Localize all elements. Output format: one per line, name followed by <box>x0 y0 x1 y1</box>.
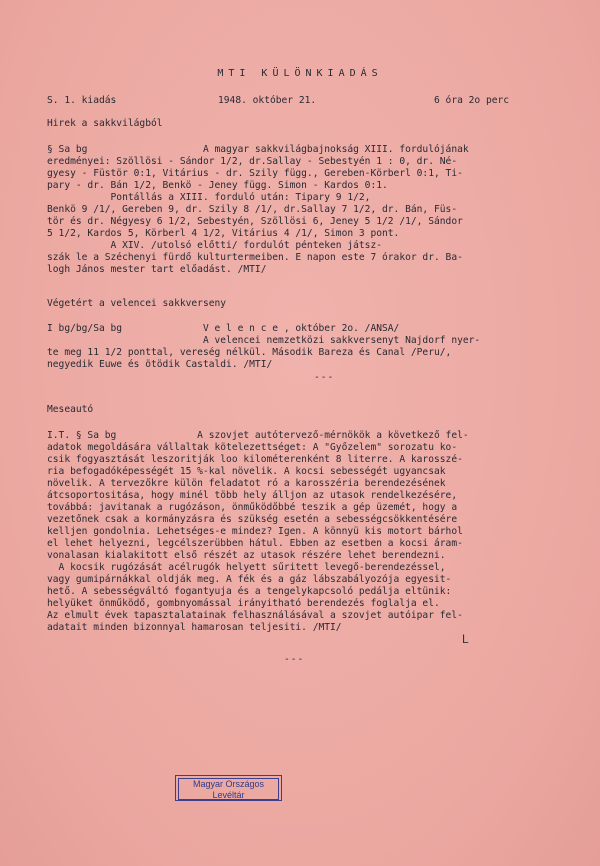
text-line: A velencei nemzetközi sakkversenyt Najdorf nyer- <box>47 335 481 346</box>
text-line: tör és dr. Négyesy 6 1/2, Sebestyén, Szöllösi 6, Jeney 5 1/2 /1/, Sándor <box>47 216 463 227</box>
stamp-line-2: Levéltár <box>212 790 245 800</box>
handwritten-mark: L <box>462 632 469 646</box>
section-title-meseauto: Meseautó <box>47 404 94 415</box>
section-title-venice-tournament: Végetért a velencei sakkverseny <box>47 298 227 309</box>
text-line: helyüket önműködő, gombnyomással irányitható berendezés foglalja el. <box>47 598 440 609</box>
text-line: továbbá: javitanak a rugózáson, önműködőbbé teszik a gép üzemét, hogy a <box>47 502 458 513</box>
text-line: I bg/bg/Sa bg V e l e n c e , október 2o. /ANSA/ <box>47 323 400 334</box>
edition-label: S. 1. kiadás <box>47 95 117 106</box>
time-label: 6 óra 2o perc <box>434 95 510 106</box>
date-label: 1948. október 21. <box>218 95 317 106</box>
text-line: átcsoportositása, hogy minél több hely álljon az utasok rendelkezésére, <box>47 490 458 501</box>
text-line: A XIV. /utolsó előtti/ fordulót pénteken játsz- <box>47 240 383 251</box>
text-line: el lehet helyezni, legcélszerübben hátul. Ebben az esetben a kocsi áram- <box>47 538 463 549</box>
text-line: kelljen gondolnia. Lehetséges-e mindez? Igen. A könnyü kis motort bárhol <box>47 526 463 537</box>
stamp-line-1: Magyar Országos <box>192 779 265 789</box>
text-line: Az elmult évek tapasztalatainak felhasználásával a szovjet autóipar fel- <box>47 610 463 621</box>
text-line: Pontállás a XIII. forduló után: Tipary 9 1/2, <box>47 192 371 203</box>
text-line: gyesy - Füstör 0:1, Vitárius - dr. Szily függ., Gereben-Körberl 0:1, Ti- <box>47 168 463 179</box>
text-line: pary - dr. Bán 1/2, Benkö - Jeney függ. Simon - Kardos 0:1. <box>47 180 388 191</box>
text-line: eredményei: Szöllösi - Sándor 1/2, dr.Sallay - Sebestyén 1 : 0, dr. Né- <box>47 156 458 167</box>
text-line: növelik. A tervezőkre külön feladatot ró a karosszéria berendezésének <box>47 478 446 489</box>
text-line: 5 1/2, Kardos 5, Körberl 4 1/2, Vitárius 4 /1/, Simon 3 pont. <box>47 228 400 239</box>
archive-stamp <box>175 775 282 801</box>
text-line: I.T. § Sa bg A szovjet autótervező-mérnökök a következő fel- <box>47 430 469 441</box>
text-line: A kocsik rugózását acélrugók helyett sűritett levegő-berendezéssel, <box>47 562 446 573</box>
text-line: hető. A sebességváltó fogantyuja és a tengelykapcsoló pedálja eltünik: <box>47 586 452 597</box>
text-line: negyedik Euwe és ötödik Castaldi. /MTI/ <box>47 359 273 370</box>
text-line: Benkö 9 /1/, Gereben 9, dr. Szily 8 /1/, dr.Sallay 7 1/2, dr. Bán, Füs- <box>47 204 458 215</box>
text-line: adatait minden bizonnyal hamarosan teljesiti. /MTI/ <box>47 622 342 633</box>
document-title: MTI KÜLÖNKIADÁS <box>217 68 383 79</box>
text-line: § Sa bg A magyar sakkvilágbajnokság XIII. fordulójának <box>47 144 469 155</box>
text-line: vagy gumipárnákkal oldják meg. A fék és a gáz lábszabályozója egyesit- <box>47 574 452 585</box>
section-separator: --- <box>314 372 335 383</box>
text-line: vonalasan kialakitott első részét az utasok részére lehet berendezni. <box>47 550 446 561</box>
text-line: ria befogadóképességét 15 %-kal növelik. A kocsi sebességét ugyancsak <box>47 466 446 477</box>
text-line: csik fogyasztását leszoritják loo kilométerenként 8 literre. A karosszé- <box>47 454 463 465</box>
text-line: szák le a Széchenyi fürdő kulturtermeiben. E napon este 7 órakor dr. Ba- <box>47 252 463 263</box>
text-line: vezetőnek csak a kormányzásra és szükség esetén a sebességcsökkentésére <box>47 514 458 525</box>
text-line: te meg 11 1/2 ponttal, vereség nélkül. Második Bareza és Canal /Peru/, <box>47 347 452 358</box>
section-separator: --- <box>284 654 305 665</box>
text-line: adatok megoldására vállaltak kötelezettséget: A "Győzelem" sorozatu ko- <box>47 442 458 453</box>
section-title-chess-news: Hirek a sakkvilágból <box>47 118 163 129</box>
text-line: logh János mester tart előadást. /MTI/ <box>47 264 267 275</box>
